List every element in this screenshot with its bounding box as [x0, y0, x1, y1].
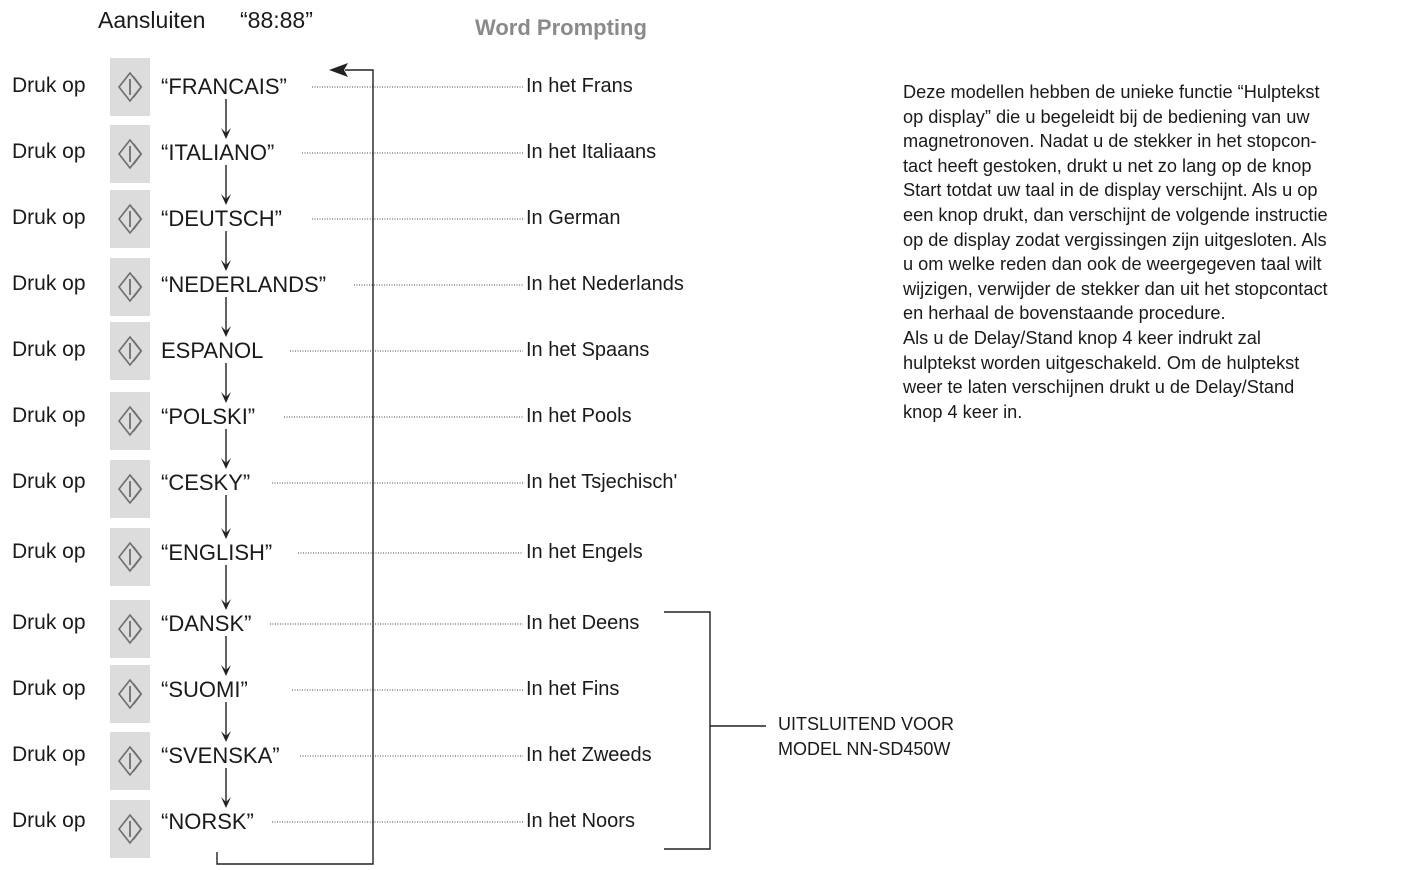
- start-diamond-icon: [110, 460, 150, 518]
- start-button[interactable]: [110, 392, 150, 450]
- press-label: Druk op: [12, 611, 86, 634]
- page-title: Word Prompting: [475, 15, 647, 40]
- translation-label: In het Fins: [526, 678, 620, 700]
- translation-label: In het Pools: [526, 405, 632, 427]
- press-label: Druk op: [12, 140, 86, 163]
- start-diamond-icon: [110, 392, 150, 450]
- language-option: “ITALIANO”: [161, 140, 275, 165]
- start-diamond-icon: [110, 322, 150, 380]
- start-diamond-icon: [110, 125, 150, 183]
- start-button[interactable]: [110, 600, 150, 658]
- translation-label: In het Zweeds: [526, 744, 652, 766]
- connect-label: Aansluiten: [98, 7, 206, 33]
- start-diamond-icon: [110, 800, 150, 858]
- start-button[interactable]: [110, 460, 150, 518]
- start-button[interactable]: [110, 258, 150, 316]
- press-label: Druk op: [12, 677, 86, 700]
- language-option: “CESKY”: [161, 470, 251, 495]
- translation-label: In het Frans: [526, 75, 633, 97]
- translation-label: In het Deens: [526, 612, 640, 634]
- start-button[interactable]: [110, 528, 150, 586]
- press-label: Druk op: [12, 743, 86, 766]
- description-paragraph: Deze modellen hebben de unieke functie “Hulptekst op display” die u begeleidt bij de bediening van uw magnetronoven. Nadat u de stekker in het stopcon- tact heeft gestoken, drukt u net zo lang op de knop Start totdat uw taal in de display verschijnt. Als u op een knop drukt, dan verschijnt de volgende instructie op de display zodat vergissingen zijn uitgesloten. Als u om welke reden dan ook de weergegeven taal wilt wijzigen, verwijder de stekker dan uit het stopcontact en herhaal de bovenstaande procedure. Als u de Delay/Stand knop 4 keer indrukt zal hulptekst worden uitgeschakeld. Om de hulptekst weer te laten verschijnen drukt u de Delay/Stand knop 4 keer in.: [903, 82, 1328, 422]
- language-option: “DEUTSCH”: [161, 206, 282, 231]
- press-label: Druk op: [12, 272, 86, 295]
- press-label: Druk op: [12, 404, 86, 427]
- translation-label: In het Engels: [526, 541, 643, 563]
- press-label: Druk op: [12, 809, 86, 832]
- press-label: Druk op: [12, 540, 86, 563]
- start-diamond-icon: [110, 190, 150, 248]
- start-button[interactable]: [110, 125, 150, 183]
- language-option: “SVENSKA”: [161, 743, 280, 768]
- start-button[interactable]: [110, 322, 150, 380]
- translation-label: In het Italiaans: [526, 141, 657, 163]
- model-bracket: [664, 612, 710, 849]
- translation-label: In het Nederlands: [526, 273, 684, 295]
- language-option: “NEDERLANDS”: [161, 272, 327, 297]
- translation-label: In German: [526, 207, 621, 229]
- language-option: “DANSK”: [161, 611, 252, 636]
- start-button[interactable]: [110, 190, 150, 248]
- press-label: Druk op: [12, 470, 86, 493]
- start-diamond-icon: [110, 600, 150, 658]
- start-diamond-icon: [110, 732, 150, 790]
- language-option: “NORSK”: [161, 809, 254, 834]
- language-option: “POLSKI”: [161, 404, 256, 429]
- translation-label: In het Tsjechisch': [526, 471, 678, 493]
- start-diamond-icon: [110, 58, 150, 116]
- display-value: “88:88”: [240, 7, 313, 33]
- start-button[interactable]: [110, 800, 150, 858]
- language-option: “ENGLISH”: [161, 540, 273, 565]
- start-diamond-icon: [110, 665, 150, 723]
- start-diamond-icon: [110, 528, 150, 586]
- start-button[interactable]: [110, 665, 150, 723]
- start-button[interactable]: [110, 58, 150, 116]
- press-label: Druk op: [12, 206, 86, 229]
- press-label: Druk op: [12, 338, 86, 361]
- translation-label: In het Spaans: [526, 339, 650, 361]
- language-option: “FRANCAIS”: [161, 74, 287, 99]
- start-button[interactable]: [110, 732, 150, 790]
- translation-label: In het Noors: [526, 810, 635, 832]
- start-diamond-icon: [110, 258, 150, 316]
- model-note-line1: UITSLUITEND VOOR: [778, 714, 955, 734]
- press-label: Druk op: [12, 74, 86, 97]
- language-option: “SUOMI”: [161, 677, 248, 702]
- model-note-line2: MODEL NN-SD450W: [778, 739, 951, 759]
- language-option: ESPANOL: [161, 338, 264, 363]
